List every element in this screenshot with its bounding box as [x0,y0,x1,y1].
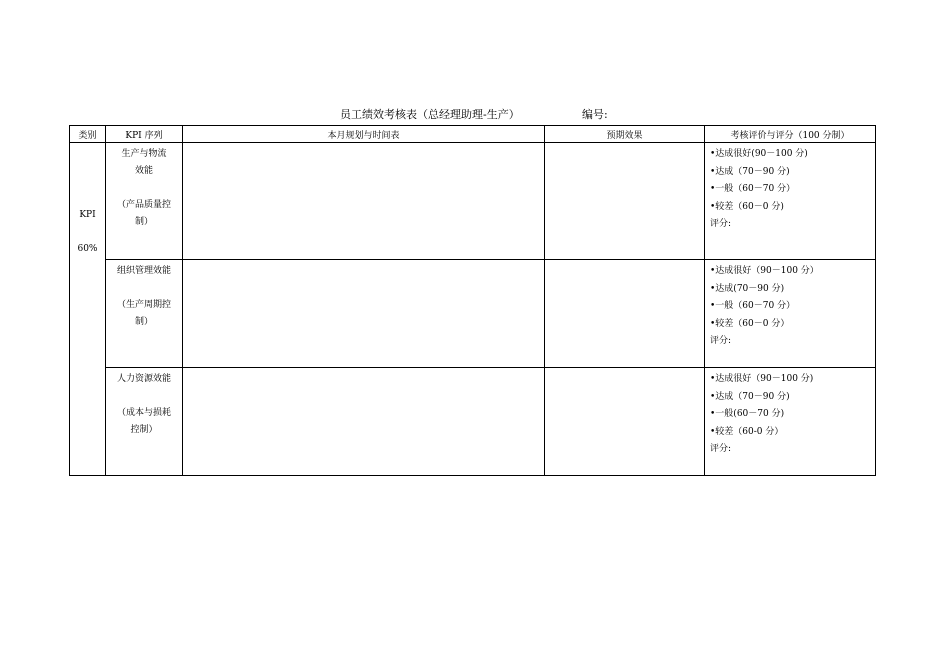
eval-excellent: •达成很好（90－100 分) [710,374,814,384]
eval-average: •一般(60－70 分) [710,409,785,419]
kpi-subtitle-cont: 制） [134,217,153,227]
form-title: 员工绩效考核表（总经理助理-生产） [340,108,520,121]
category-weight: 60% [77,244,98,254]
eval-poor: •较差（60-0 分） [710,426,784,437]
table-header-row [70,126,876,143]
kpi-cell [106,260,183,368]
kpi-subtitle: （生产周期控 [116,300,171,310]
eval-poor: •较差（60－0 分） [710,318,790,329]
eval-achieved: •达成(70－90 分) [710,283,785,294]
eval-excellent: •达成很好（90－100 分） [710,266,819,276]
serial-number-label: 编号: [582,108,608,121]
eval-score-label: 评分: [710,219,732,229]
kpi-name: 组织管理效能 [116,266,171,276]
evaluation-cell [705,260,876,368]
eval-average: •一般（60－70 分） [710,301,796,311]
expected-effect-cell[interactable] [545,143,705,260]
kpi-subtitle-cont: 制） [134,317,153,327]
header-expected-effect: 预期效果 [545,126,705,143]
eval-average: •一般（60－70 分） [710,184,796,194]
plan-schedule-cell[interactable] [183,143,545,260]
category-cell [70,143,106,476]
eval-poor: •较差（60－0 分) [710,201,784,212]
kpi-subtitle: （产品质量控 [116,200,171,210]
eval-excellent: •达成很好(90－100 分) [710,149,808,159]
expected-effect-cell[interactable] [545,260,705,368]
kpi-subtitle-cont: 控制） [130,425,158,435]
eval-score-label: 评分: [710,444,732,454]
kpi-name: 人力资源效能 [116,374,171,384]
header-plan-schedule: 本月规划与时间表 [183,126,545,143]
expected-effect-cell[interactable] [545,368,705,476]
header-category: 类别 [70,126,106,143]
kpi-subtitle: （成本与损耗 [116,408,171,418]
kpi-assessment-table [69,125,876,476]
eval-achieved: •达成（70－90 分) [710,391,790,402]
header-evaluation-score: 考核评价与评分（100 分制） [705,126,876,143]
table-row [70,260,876,368]
eval-achieved: •达成（70－90 分) [710,166,790,177]
kpi-name-cont: 效能 [134,166,153,176]
kpi-cell [106,143,183,260]
table-row [70,368,876,476]
table-row [70,143,876,260]
plan-schedule-cell[interactable] [183,260,545,368]
kpi-cell [106,368,183,476]
eval-score-label: 评分: [710,336,732,346]
plan-schedule-cell[interactable] [183,368,545,476]
evaluation-cell [705,143,876,260]
category-name: KPI [79,210,96,220]
evaluation-cell [705,368,876,476]
header-kpi-sequence: KPI 序列 [106,126,183,143]
kpi-name: 生产与物流 [121,149,167,159]
